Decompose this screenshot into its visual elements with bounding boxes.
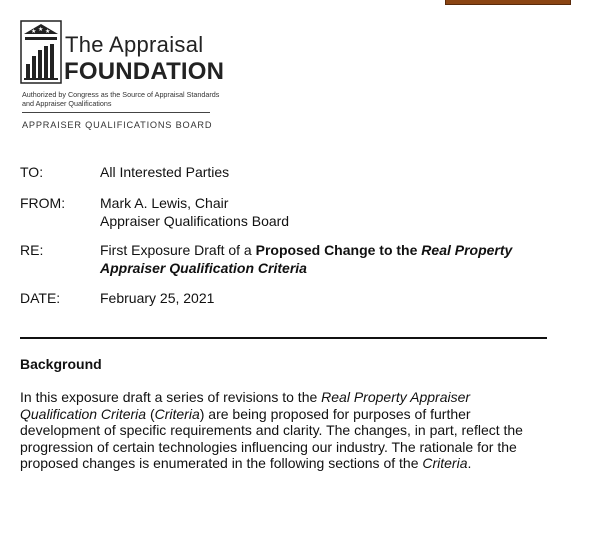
building-emblem-icon [20,20,64,84]
paragraph-text: ( [146,405,155,422]
background-paragraph [20,389,550,472]
re-value [100,241,520,277]
re-bold-italic: Real Property Appraiser Qualification Criteria [100,242,513,276]
paragraph-text: . [467,455,472,471]
paragraph-italic-criteria: Criteria [154,405,200,422]
from-name: Mark A. Lewis, Chair [100,195,229,211]
to-label: TO: [20,164,44,180]
from-value [100,194,520,230]
paragraph-italic-criteria-title: Real Property Appraiser Qualification Criteria [20,389,471,422]
svg-text:★: ★ [31,29,37,35]
logo-divider [22,112,210,113]
to-value: All Interested Parties [100,164,230,180]
date-value: February 25, 2021 [100,290,215,306]
svg-text:★: ★ [45,29,51,35]
from-org: Appraiser Qualifications Board [100,213,290,229]
section-divider [20,337,547,339]
paragraph-text: ) are being proposed for purposes of further development of specific requirements and clarity. The changes, in part, reflect the progression of certain technologies influencing our industry. The rationale for the proposed changes is enumerated in the following sections of the [20,405,523,471]
logo-tagline: Authorized by Congress as the Source of Appraisal Standards and Appraiser Qualifications [22,90,220,108]
from-label: FROM: [20,195,66,211]
section-heading: Background [20,356,102,372]
re-label: RE: [20,242,44,258]
svg-text:★: ★ [38,27,44,33]
logo-line-1: The Appraisal [65,32,204,57]
re-bold: Proposed Change to the [255,242,422,258]
paragraph-text: In this exposure draft a series of revisions to the [20,389,322,405]
logo-line-2: FOUNDATION [64,58,225,85]
re-prefix: First Exposure Draft of a [100,242,256,258]
board-name: APPRAISER QUALIFICATIONS BOARD [22,120,213,130]
paragraph-italic-criteria: Criteria [422,455,468,471]
top-tab-decoration [445,0,571,5]
date-label: DATE: [20,290,61,306]
appraisal-foundation-logo [20,20,225,140]
